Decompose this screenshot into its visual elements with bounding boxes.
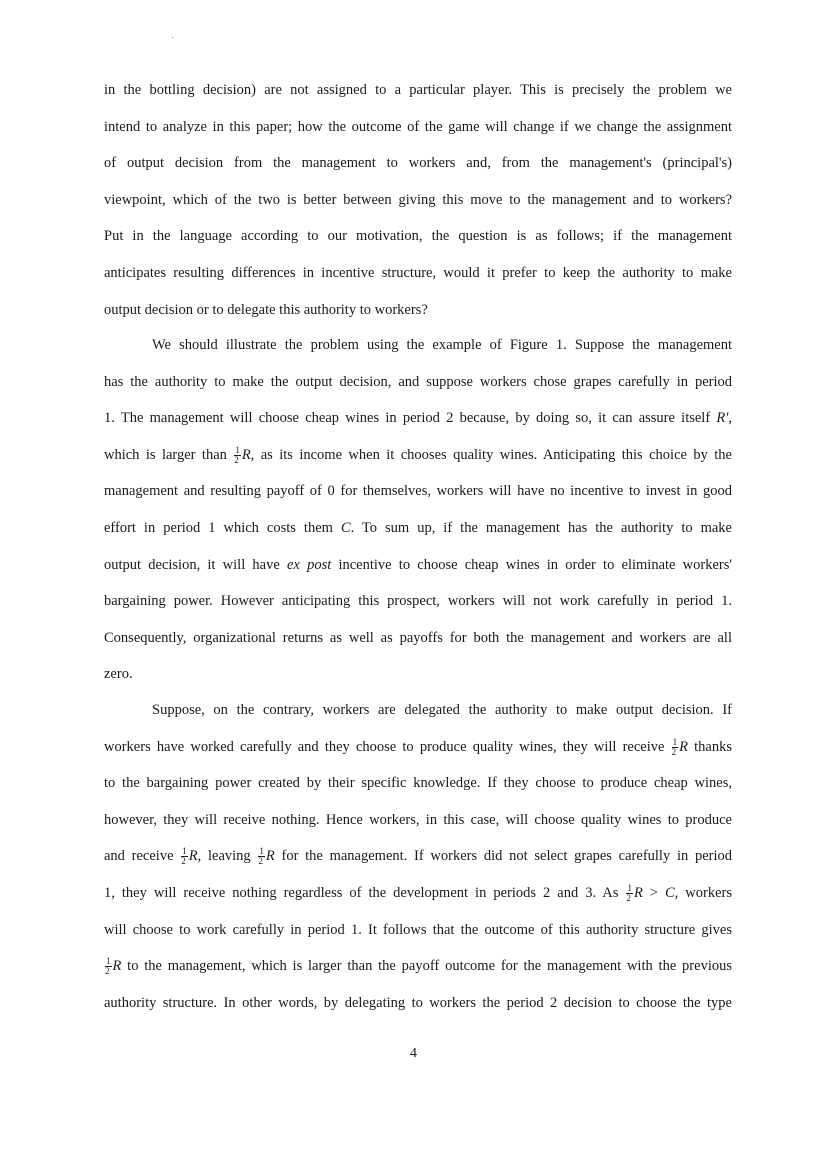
scan-speck — [172, 37, 173, 38]
math-symbol: R — [679, 738, 688, 755]
fraction-numerator: 1 — [672, 736, 678, 747]
fraction-half — [181, 847, 188, 866]
math-symbol: R' — [716, 410, 729, 427]
fraction-denominator: 2 — [626, 893, 631, 904]
fraction-numerator: 1 — [627, 883, 632, 894]
text-line: will choose to work carefully in period 1. It follows that the outcome of this authority structure gives — [104, 921, 732, 938]
fraction-half — [672, 738, 679, 757]
text-line: authority structure. In other words, by delegating to workers the period 2 decision to choose the type — [104, 994, 732, 1011]
fraction-half — [258, 847, 265, 866]
fraction-numerator: 1 — [182, 846, 187, 857]
math-symbol: R — [188, 848, 198, 865]
text-line — [104, 948, 732, 985]
text-line: Suppose, on the contrary, workers are delegated the authority to make output decision. If — [152, 702, 732, 718]
text-run: incentive to choose cheap wines in order to eliminate workers' — [331, 556, 732, 573]
text-run: > — [642, 884, 665, 901]
paragraph-1 — [104, 72, 732, 328]
page-number: 4 — [410, 1046, 417, 1061]
paragraph-3 — [104, 692, 732, 1021]
text-run: , leaving — [197, 848, 258, 865]
math-symbol: C — [340, 519, 351, 536]
fraction-denominator: 2 — [234, 454, 239, 465]
text-run: thanks — [687, 738, 733, 755]
text-line: bargaining power. However anticipating this prospect, workers will not work carefully in period 1. — [104, 593, 732, 610]
text-run: 1. The management will choose cheap wines in period 2 because, by doing so, it can assure itself — [104, 410, 717, 427]
text-run: to the management, which is larger than the payoff outcome for the management with the previous — [121, 958, 732, 975]
emphasis-text: ex post — [287, 556, 332, 573]
text-run: and receive — [104, 848, 181, 865]
text-line: to the bargaining power created by their specific knowledge. If they choose to produce cheap wines, — [104, 775, 732, 792]
paragraph-2 — [104, 327, 732, 693]
text-run: output decision, it will have — [104, 556, 287, 573]
text-line — [104, 729, 732, 766]
text-run: . To sum up, if the management has the authority to make — [350, 519, 732, 536]
text-run: for the management. If workers did not select grapes carefully in period — [274, 848, 732, 865]
text-run: , workers — [674, 884, 732, 901]
text-line: intend to analyze in this paper; how the outcome of the game will change if we change the assignment — [104, 118, 732, 135]
text-line: anticipates resulting differences in incentive structure, would it prefer to keep the authority to make — [104, 264, 732, 281]
text-line: has the authority to make the output decision, and suppose workers chose grapes carefully in period — [104, 373, 732, 390]
text-line: output decision or to delegate this authority to workers? — [104, 301, 428, 318]
fraction-denominator: 2 — [258, 856, 263, 867]
fraction-half — [626, 884, 633, 903]
math-symbol: C — [664, 884, 675, 901]
text-run: workers have worked carefully and they choose to produce quality wines, they will receive — [104, 738, 671, 755]
text-line — [104, 437, 732, 474]
text-line: zero. — [104, 666, 133, 683]
text-line: in the bottling decision) are not assigned to a particular player. This is precisely the problem we — [104, 82, 732, 98]
text-run: effort in period 1 which costs them — [104, 519, 341, 536]
fraction-numerator: 1 — [259, 846, 264, 857]
math-symbol: R — [633, 884, 643, 901]
text-line: however, they will receive nothing. Hence workers, in this case, will choose quality wines to produce — [104, 811, 732, 828]
math-symbol: R — [265, 848, 275, 865]
text-line: management and resulting payoff of 0 for themselves, workers will have no incentive to invest in good — [104, 483, 732, 500]
text-run: 1, they will receive nothing regardless of the development in periods 2 and 3. As — [104, 884, 626, 901]
fraction-numerator: 1 — [106, 956, 111, 967]
fraction-denominator: 2 — [105, 966, 110, 977]
text-run: , as its income when it chooses quality wines. Anticipating this choice by the — [250, 446, 732, 463]
text-line: of output decision from the management to workers and, from the management's (principal's) — [104, 155, 732, 172]
text-line — [104, 547, 732, 584]
text-line: Put in the language according to our motivation, the question is as follows; if the management — [104, 228, 732, 245]
fraction-half — [105, 957, 112, 976]
text-line: viewpoint, which of the two is better between giving this move to the management and to workers? — [104, 191, 732, 208]
math-symbol: R — [112, 958, 122, 975]
fraction-numerator: 1 — [235, 444, 240, 455]
fraction-denominator: 2 — [671, 746, 677, 757]
text-line: Consequently, organizational returns as well as payoffs for both the management and workers are all — [104, 629, 732, 646]
text-line — [104, 510, 732, 547]
math-symbol: R — [241, 446, 251, 463]
text-line: We should illustrate the problem using the example of Figure 1. Suppose the management — [152, 337, 732, 353]
text-line — [104, 838, 732, 875]
text-line — [104, 400, 732, 437]
text-line — [104, 875, 732, 912]
fraction-half — [234, 446, 241, 465]
text-run: which is larger than — [104, 446, 234, 463]
fraction-denominator: 2 — [181, 856, 186, 867]
text-run: , — [728, 410, 732, 427]
